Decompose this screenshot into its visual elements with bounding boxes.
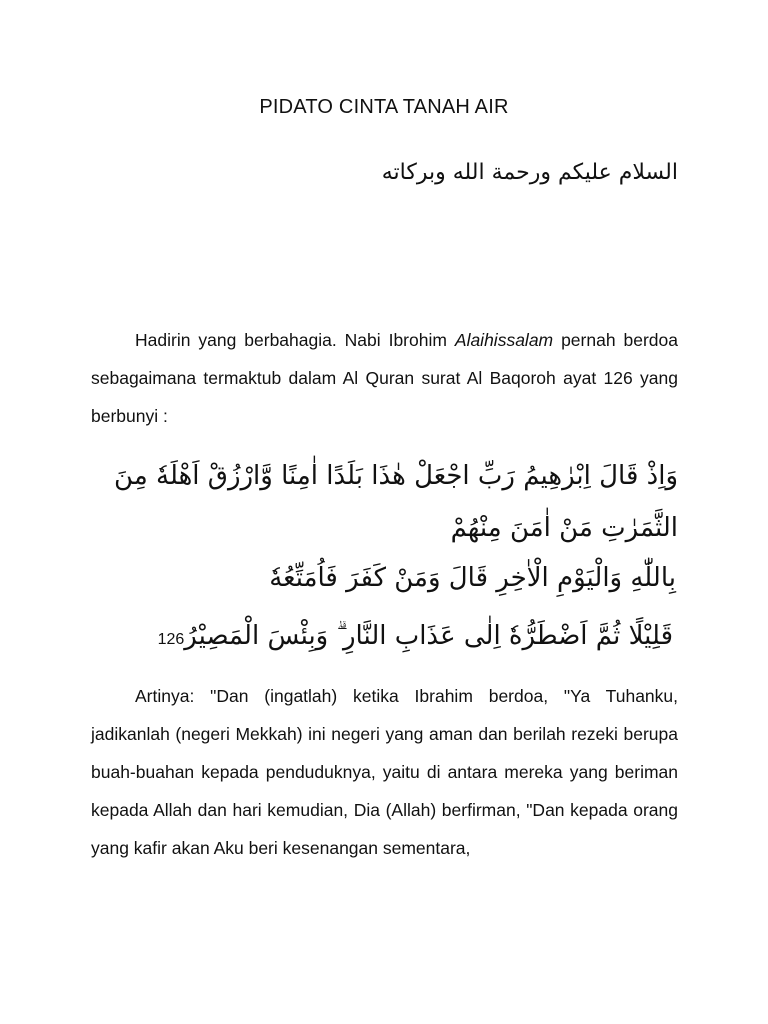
paragraph-intro [91,321,678,435]
intro-text-start: Hadirin yang berbahagia. Nabi Ibrohim [135,330,455,350]
translation-text: Artinya: "Dan (ingatlah) ketika Ibrahim berdoa, "Ya Tuhanku, jadikanlah (negeri Mekkah) ini negeri yang aman dan berilah rezeki berupa buah-buahan kepada penduduknya, yaitu di antara mereka yang beriman kepada Allah dan hari kemudian, Dia (Allah) berfirman, "Dan kepada orang yang kafir akan Aku beri kesenangan sementara, [91,686,678,858]
intro-italic-term: Alaihissalam [454,330,554,350]
quran-verse-line-3 [152,621,673,652]
document-title: PIDATO CINTA TANAH AIR [259,96,509,118]
verse-number: 126 [157,631,185,648]
quran-verse-line-2: بِاللّٰهِ وَالْيَوْمِ الْاٰخِرِ قَالَ وَمَنْ كَفَرَ فَاُمَتِّعُهٗ [269,563,676,593]
quran-verse-line-1: وَاِذْ قَالَ اِبْرٰهِيمُ رَبِّ اجْعَلْ هٰذَا بَلَدًا اٰمِنًا وَّارْزُقْ اَهْلَهٗ مِنَ الثَّمَرٰتِ مَنْ اٰمَنَ مِنْهُمْ [114,461,678,543]
intro-text-end: pernah berdoa sebagaimana termaktub dalam Al Quran surat Al Baqoroh ayat 126 yang berbunyi : [91,330,678,426]
verse-line-3-text: قَلِيْلًا ثُمَّ اَضْطَرُّهٗ اِلٰى عَذَابِ النَّارِ ۗ وَبِئْسَ الْمَصِيْرُ [184,621,673,651]
paragraph-translation [91,677,678,867]
arabic-greeting: السلام عليكم ورحمة الله وبركاته [381,160,678,185]
